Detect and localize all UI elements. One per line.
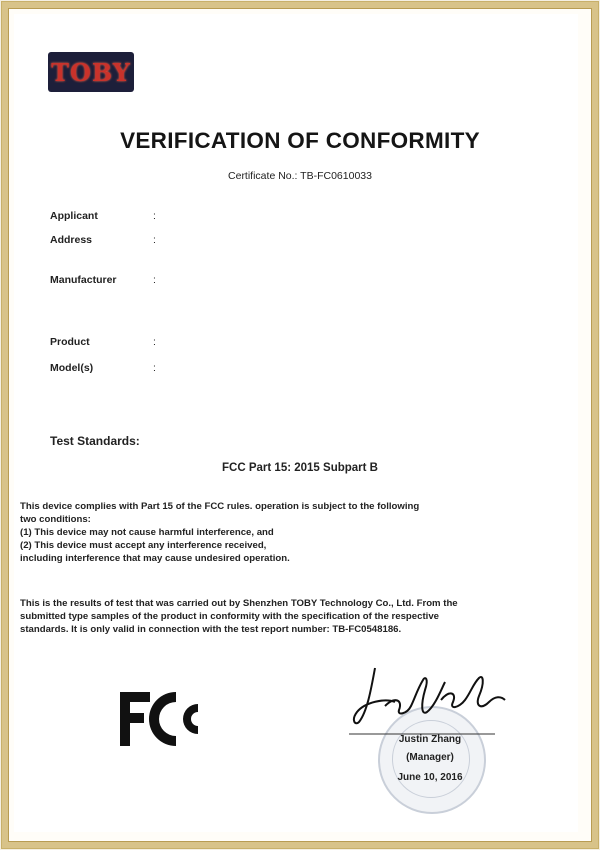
models-colon: : xyxy=(153,362,156,374)
toby-logo: TOBY xyxy=(48,52,134,92)
address-colon: : xyxy=(153,234,156,246)
fcc-logo xyxy=(118,688,204,755)
compliance-statement xyxy=(20,500,578,565)
results-line: This is the results of test that was carried out by Shenzhen TOBY Technology Co., Ltd. From the xyxy=(20,598,458,609)
product-label: Product xyxy=(50,336,90,348)
results-line: standards. It is only valid in connection with the test report number: TB-FC0548186. xyxy=(20,624,402,635)
document-title: VERIFICATION OF CONFORMITY xyxy=(120,128,480,153)
results-line: submitted type samples of the product in conformity with the specification of the respective xyxy=(20,611,439,622)
test-standards-value: FCC Part 15: 2015 Subpart B xyxy=(222,462,378,474)
manufacturer-label: Manufacturer xyxy=(50,274,117,286)
product-colon: : xyxy=(153,336,156,348)
signature-image xyxy=(345,660,515,745)
compliance-line: (1) This device may not cause harmful interference, and xyxy=(20,527,274,538)
test-standards-label: Test Standards: xyxy=(50,434,140,448)
manufacturer-colon: : xyxy=(153,274,156,286)
compliance-line: This device complies with Part 15 of the FCC rules. operation is subject to the following xyxy=(20,501,420,512)
signature-date: June 10, 2016 xyxy=(397,772,463,783)
compliance-line: including interference that may cause undesired operation. xyxy=(20,553,290,564)
signatory-role: (Manager) xyxy=(406,752,454,763)
models-label: Model(s) xyxy=(50,362,94,374)
compliance-line: two conditions: xyxy=(20,514,91,525)
compliance-line: (2) This device must accept any interference received, xyxy=(20,540,267,551)
test-results-statement xyxy=(20,597,578,636)
certificate-number: Certificate No.: TB-FC0610033 xyxy=(228,170,372,182)
applicant-label: Applicant xyxy=(50,210,98,222)
signatory-name: Justin Zhang xyxy=(398,734,462,745)
address-label: Address xyxy=(50,234,93,246)
applicant-colon: : xyxy=(153,210,156,222)
